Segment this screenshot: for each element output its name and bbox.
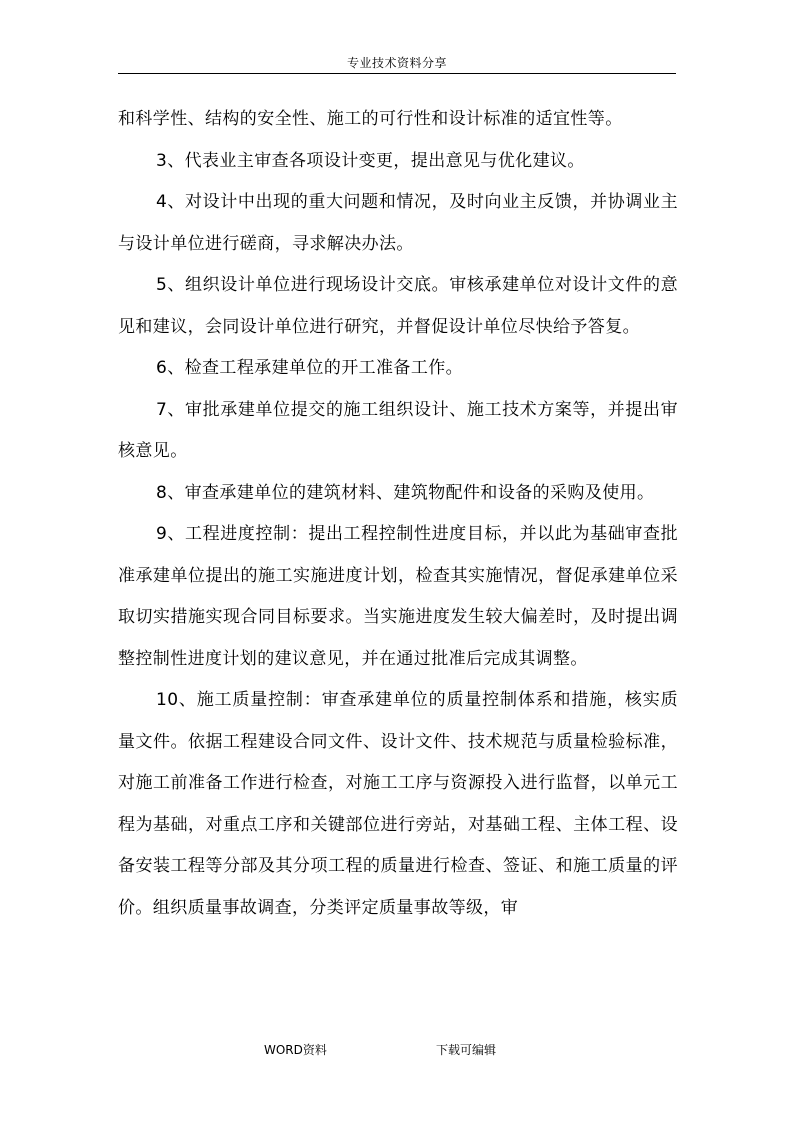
paragraph: 8、审查承建单位的建筑材料、建筑物配件和设备的采购及使用。: [156, 482, 655, 503]
paragraph: 3、代表业主审查各项设计变更，提出意见与优化建议。: [156, 150, 585, 171]
header-divider: [118, 73, 676, 74]
paragraph: 4、对设计中出现的重大问题和情况，及时向业主反馈，并协调业主与设计单位进行磋商，寻求解决办法。: [118, 192, 678, 254]
page-header-title: 专业技术资料分享: [346, 56, 447, 70]
paragraph: 10、施工质量控制：审查承建单位的质量控制体系和措施，核实质量文件。依据工程建设合同文件、设计文件、技术规范与质量检验标准，对施工前准备工作进行检查，对施工工序与资源投入进行监督，以单元工程为基础，对重点工序和关键部位进行旁站，对基础工程、主体工程、设备安装工程等分部及其分项工程的质量进行检查、签证、和施工质量的评价。组织质量事故调查，分类评定质量事故等级，审: [118, 690, 678, 918]
document-body: [118, 99, 678, 929]
paragraph: 5、组织设计单位进行现场设计交底。审核承建单位对设计文件的意见和建议，会同设计单位进行研究，并督促设计单位尽快给予答复。: [118, 275, 678, 337]
paragraph: 7、审批承建单位提交的施工组织设计、施工技术方案等，并提出审核意见。: [118, 399, 678, 461]
paragraph: 6、检查工程承建单位的开工准备工作。: [156, 358, 464, 378]
footer-left-text: WORD资料: [264, 1043, 327, 1057]
footer-right-text: 下载可编辑: [436, 1043, 497, 1057]
paragraph: 和科学性、结构的安全性、施工的可行性和设计标准的适宜性等。: [118, 109, 623, 129]
paragraph: 9、工程进度控制：提出工程控制性进度目标，并以此为基础审查批准承建单位提出的施工实施进度计划，检查其实施情况，督促承建单位采取切实措施实现合同目标要求。当实施进度发生较大偏差时，及时提出调整控制性进度计划的建议意见，并在通过批准后完成其调整。: [118, 524, 678, 669]
